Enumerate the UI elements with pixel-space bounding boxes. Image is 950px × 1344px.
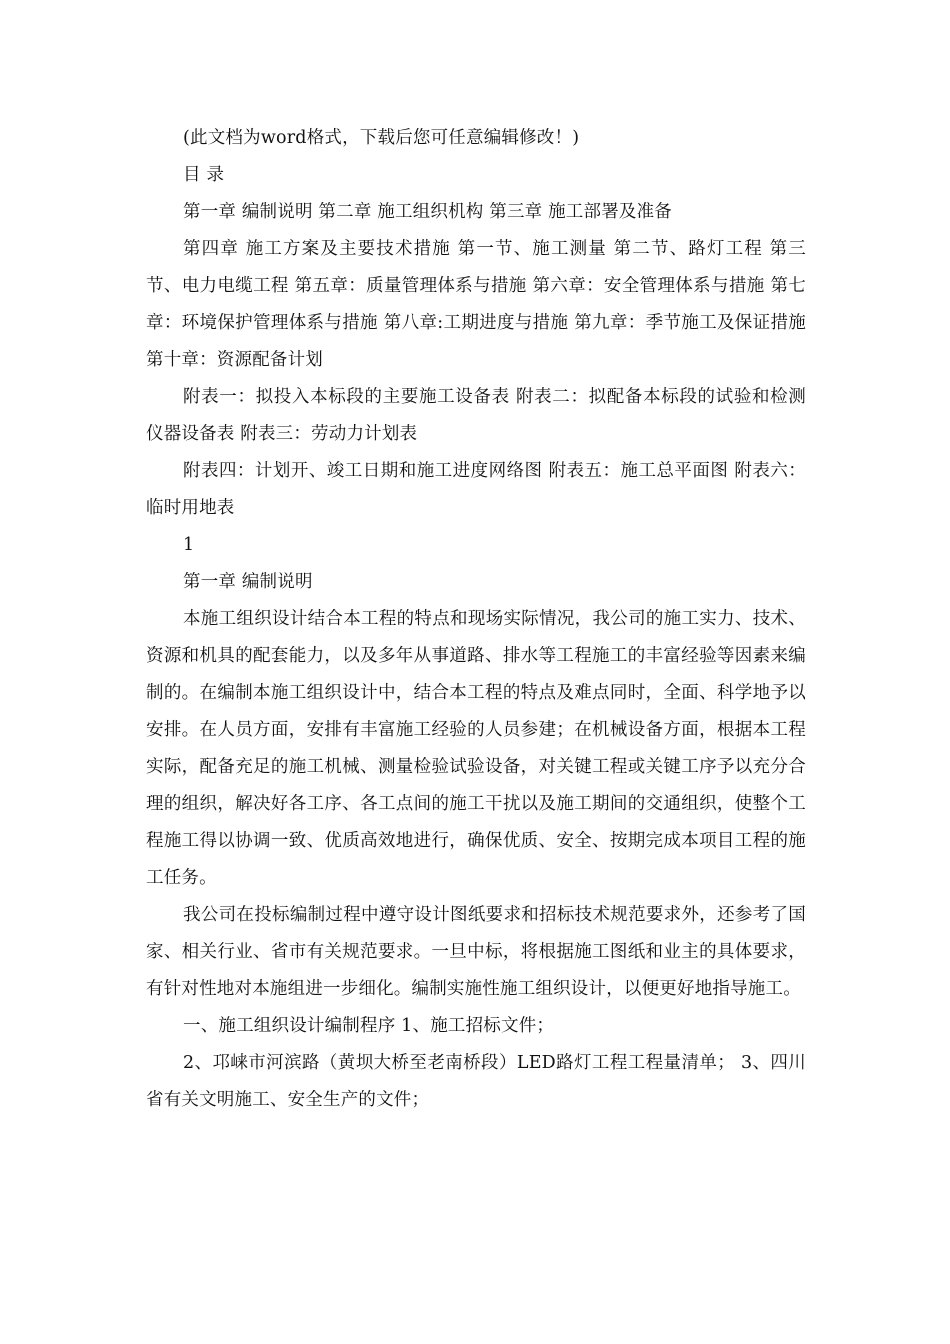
- word-format-note: (此文档为word格式，下载后您可任意编辑修改！): [183, 128, 580, 148]
- toc-heading: 目 录: [183, 165, 225, 185]
- section-heading: 一、施工组织设计编制程序 1、施工招标文件；: [183, 1016, 555, 1036]
- toc-appendix-2: 附表四：计划开、竣工日期和施工进度网络图 附表五：施工总平面图 附表六：临时用地表: [146, 461, 806, 518]
- chapter-heading: 第一章 编制说明: [183, 572, 313, 592]
- toc-line-2: 第四章 施工方案及主要技术措施 第一节、施工测量 第二节、路灯工程 第三节、电力电缆工程 第五章：质量管理体系与措施 第六章：安全管理体系与措施 第七章：环境保护管理体系与措施 第八章:工期进度与措施 第九章：季节施工及保证措施 第十章：资源配备计划: [146, 239, 806, 370]
- body-paragraph-2: 我公司在投标编制过程中遵守设计图纸要求和招标技术规范要求外，还参考了国家、相关行业、省市有关规范要求。一旦中标，将根据施工图纸和业主的具体要求，有针对性地对本施组进一步细化。编制实施性施工组织设计，以便更好地指导施工。: [146, 905, 806, 999]
- toc-line-1: 第一章 编制说明 第二章 施工组织机构 第三章 施工部署及准备: [183, 202, 673, 222]
- page-number: 1: [183, 535, 195, 555]
- toc-appendix-1: 附表一：拟投入本标段的主要施工设备表 附表二：拟配备本标段的试验和检测仪器设备表 附表三：劳动力计划表: [146, 387, 806, 444]
- body-paragraph-1: 本施工组织设计结合本工程的特点和现场实际情况，我公司的施工实力、技术、资源和机具的配套能力，以及多年从事道路、排水等工程施工的丰富经验等因素来编制的。在编制本施工组织设计中，结合本工程的特点及难点同时，全面、科学地予以安排。在人员方面，安排有丰富施工经验的人员参建；在机械设备方面，根据本工程实际，配备充足的施工机械、测量检验试验设备，对关键工程或关键工序予以充分合理的组织，解决好各工序、各工点间的施工干扰以及施工期间的交通组织，使整个工程施工得以协调一致、优质高效地进行，确保优质、安全、按期完成本项目工程的施工任务。: [146, 609, 806, 888]
- document-body: [146, 120, 806, 1119]
- list-item-2-3: 2、邛崃市河滨路（黄坝大桥至老南桥段）LED路灯工程工程量清单； 3、四川省有关文明施工、安全生产的文件；: [146, 1053, 806, 1110]
